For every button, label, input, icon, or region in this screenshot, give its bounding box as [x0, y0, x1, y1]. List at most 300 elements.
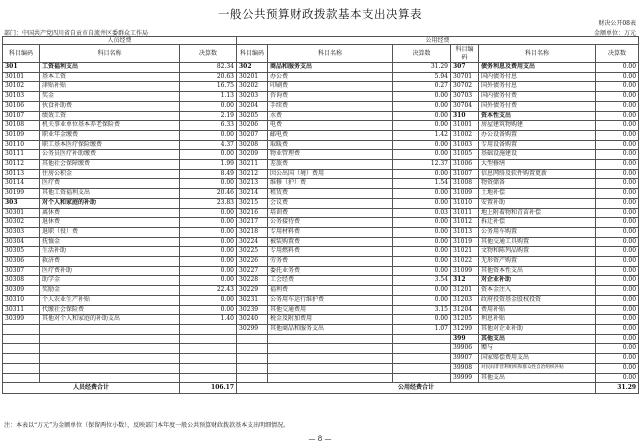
name-cell: 津贴补贴 — [40, 82, 180, 92]
table-row — [3, 189, 639, 199]
code-cell: 30311 — [3, 305, 40, 315]
code-cell: 307 — [451, 63, 479, 73]
name-cell: 工会经费 — [268, 276, 393, 286]
code-cell: 31009 — [451, 189, 479, 199]
unit-label: 金额单位：万元 — [593, 30, 636, 37]
amount-cell: 0.00 — [393, 101, 451, 111]
name-cell: 费用补贴 — [479, 305, 596, 315]
code-cell: 39907 — [451, 354, 479, 364]
code-cell — [3, 344, 40, 354]
amount-cell: 0.00 — [180, 247, 237, 257]
name-cell: 对个人和家庭的补助 — [40, 198, 180, 208]
name-cell: 水费 — [268, 111, 393, 121]
amount-cell — [393, 334, 451, 344]
code-cell — [3, 324, 40, 334]
name-cell: 其他商品和服务支出 — [268, 324, 393, 334]
table-row — [3, 92, 639, 102]
amount-cell: 23.83 — [180, 198, 237, 208]
code-cell: 31001 — [451, 121, 479, 131]
table-row — [3, 315, 639, 325]
code-header: 科目编码 — [237, 45, 268, 63]
totals-row — [3, 383, 639, 394]
amount-cell: 0.00 — [596, 247, 639, 257]
code-cell: 30204 — [237, 101, 268, 111]
name-cell: 地上附着物和青苗补偿 — [479, 208, 596, 218]
name-cell: 商品和服务支出 — [268, 63, 393, 73]
name-cell: 会议费 — [268, 198, 393, 208]
amount-cell: 31.29 — [393, 63, 451, 73]
name-cell: 国内债务付息 — [479, 72, 596, 82]
amount-cell: 0.00 — [393, 111, 451, 121]
code-cell: 30206 — [237, 121, 268, 131]
code-cell: 31006 — [451, 160, 479, 170]
code-cell: 30114 — [3, 179, 40, 189]
name-cell: 医疗费 — [40, 179, 180, 189]
amount-cell: 0.00 — [393, 169, 451, 179]
name-cell: 生活补助 — [40, 247, 180, 257]
code-cell: 30106 — [3, 101, 40, 111]
table-row — [3, 160, 639, 170]
code-cell: 39906 — [451, 344, 479, 354]
code-cell: 31204 — [451, 305, 479, 315]
code-cell: 30305 — [3, 247, 40, 257]
amount-cell: 0.00 — [596, 121, 639, 131]
code-cell: 31002 — [451, 130, 479, 140]
department-label: 部门：中国共产党四川省自贡市自流井区委群众工作局 — [4, 30, 149, 37]
amount-cell: 6.33 — [180, 121, 237, 131]
amount-cell: 0.00 — [596, 295, 639, 305]
code-cell: 30308 — [3, 276, 40, 286]
name-cell: 其他交通费用 — [268, 305, 393, 315]
amount-cell: 0.27 — [393, 82, 451, 92]
amount-cell: 1.13 — [180, 92, 237, 102]
name-cell — [40, 324, 180, 334]
name-cell — [40, 354, 180, 364]
report-title: 一般公共预算财政拨款基本支出决算表 — [218, 7, 422, 21]
amount-cell: 5.94 — [393, 72, 451, 82]
code-cell: 30229 — [237, 286, 268, 296]
code-cell: 301 — [3, 63, 40, 73]
name-cell: 退休费 — [40, 218, 180, 228]
table-row — [3, 198, 639, 208]
name-cell: 机关事业单位基本养老保险费 — [40, 121, 180, 131]
code-cell: 30704 — [451, 101, 479, 111]
code-cell: 30701 — [451, 72, 479, 82]
name-cell: 因公出国（境）费用 — [268, 169, 393, 179]
amount-cell — [393, 373, 451, 383]
name-cell: 培训费 — [268, 208, 393, 218]
code-cell: 31205 — [451, 315, 479, 325]
table-row — [3, 295, 639, 305]
name-cell: 国外债务付费 — [479, 101, 596, 111]
table-row — [3, 247, 639, 257]
name-cell: 债务利息及费用支出 — [479, 63, 596, 73]
amount-cell: 0.00 — [596, 305, 639, 315]
amount-cell: 0.00 — [180, 179, 237, 189]
table-row — [3, 140, 639, 150]
amount-cell: 0.00 — [596, 373, 639, 383]
amount-cell: 0.00 — [393, 189, 451, 199]
amount-cell: 0.03 — [393, 208, 451, 218]
amount-cell: 0.00 — [393, 140, 451, 150]
amount-cell: 0.00 — [596, 130, 639, 140]
code-header: 科目编码 — [451, 45, 479, 63]
name-cell: 其他资本性支出 — [479, 266, 596, 276]
name-cell: 物业管理费 — [268, 150, 393, 160]
name-cell: 资本性支出 — [479, 111, 596, 121]
amount-cell: 0.00 — [180, 218, 237, 228]
code-cell: 31010 — [451, 198, 479, 208]
code-cell: 30239 — [237, 305, 268, 315]
table-row — [3, 344, 639, 354]
code-cell: 31005 — [451, 150, 479, 160]
name-cell: 其他支出 — [479, 334, 596, 344]
code-cell: 30101 — [3, 72, 40, 82]
amount-cell: 0.00 — [596, 198, 639, 208]
amount-cell: 0.00 — [180, 276, 237, 286]
code-cell: 30216 — [237, 208, 268, 218]
amount-cell: 0.00 — [180, 257, 237, 267]
amount-cell: 0.00 — [393, 247, 451, 257]
code-cell: 30231 — [237, 295, 268, 305]
name-cell: 文物和陈列品购置 — [479, 247, 596, 257]
code-cell: 30208 — [237, 140, 268, 150]
code-cell: 31299 — [451, 324, 479, 334]
name-cell: 对企业补助 — [479, 276, 596, 286]
code-cell: 30703 — [451, 92, 479, 102]
amount-cell — [180, 334, 237, 344]
code-cell: 30306 — [3, 257, 40, 267]
code-cell: 30112 — [3, 160, 40, 170]
amount-header: 决算数 — [596, 45, 639, 63]
code-cell: 31013 — [451, 227, 479, 237]
name-cell: 房屋建筑物购建 — [479, 121, 596, 131]
code-cell: 30209 — [237, 150, 268, 160]
amount-cell: 0.00 — [180, 295, 237, 305]
name-cell: 国外债务付息 — [479, 82, 596, 92]
amount-cell: 0.00 — [393, 92, 451, 102]
name-cell — [268, 344, 393, 354]
code-cell: 312 — [451, 276, 479, 286]
name-cell: 物资储备 — [479, 179, 596, 189]
name-cell: 电费 — [268, 121, 393, 131]
amount-cell: 4.37 — [180, 140, 237, 150]
name-cell: 对民间非营利组织和群众性自治组织补贴 — [479, 363, 596, 373]
code-cell: 30110 — [3, 140, 40, 150]
code-cell: 31011 — [451, 208, 479, 218]
amount-cell: 3.54 — [393, 276, 451, 286]
amount-cell: 0.00 — [596, 63, 639, 73]
name-cell — [40, 334, 180, 344]
form-number: 财决公开08表 — [598, 20, 636, 27]
amount-header: 决算数 — [393, 45, 451, 63]
code-cell: 30202 — [237, 82, 268, 92]
amount-cell: 0.00 — [596, 189, 639, 199]
amount-cell: 0.00 — [180, 208, 237, 218]
amount-cell: 0.00 — [393, 266, 451, 276]
amount-cell: 20.46 — [180, 189, 237, 199]
amount-cell: 0.00 — [596, 363, 639, 373]
amount-cell — [180, 363, 237, 373]
code-cell: 30108 — [3, 121, 40, 131]
table-row — [3, 169, 639, 179]
code-cell: 30212 — [237, 169, 268, 179]
public-total-value: 31.29 — [596, 383, 639, 394]
amount-cell: 0.00 — [596, 354, 639, 364]
amount-cell: 0.00 — [596, 101, 639, 111]
code-cell: 30227 — [237, 266, 268, 276]
code-cell: 30205 — [237, 111, 268, 121]
amount-header: 决算数 — [180, 45, 237, 63]
code-cell: 30301 — [3, 208, 40, 218]
amount-cell: 1.40 — [180, 315, 237, 325]
public-group-header: 公用经费 — [237, 37, 639, 45]
name-cell: 绩效工资 — [40, 111, 180, 121]
name-cell: 奖金 — [40, 92, 180, 102]
amount-cell: 1.99 — [180, 160, 237, 170]
code-cell — [237, 334, 268, 344]
table-row — [3, 101, 639, 111]
name-cell: 安置补助 — [479, 198, 596, 208]
amount-cell — [393, 344, 451, 354]
amount-cell: 0.00 — [393, 286, 451, 296]
amount-cell: 0.00 — [596, 140, 639, 150]
amount-cell: 0.00 — [180, 101, 237, 111]
amount-cell: 0.00 — [596, 82, 639, 92]
amount-cell: 0.00 — [596, 257, 639, 267]
amount-cell: 0.00 — [180, 305, 237, 315]
name-cell: 其他对个人和家庭的补助支出 — [40, 315, 180, 325]
name-cell: 职工基本医疗保险缴费 — [40, 140, 180, 150]
name-cell: 政府投资基金股权投资 — [479, 295, 596, 305]
amount-cell: 0.00 — [596, 286, 639, 296]
amount-cell — [180, 373, 237, 383]
table-row — [3, 363, 639, 373]
amount-cell — [393, 363, 451, 373]
name-cell: 无形资产购置 — [479, 257, 596, 267]
amount-cell: 0.00 — [393, 295, 451, 305]
table-row — [3, 373, 639, 383]
code-cell: 30214 — [237, 189, 268, 199]
amount-cell: 0.00 — [596, 72, 639, 82]
code-cell: 30302 — [3, 218, 40, 228]
code-cell: 30107 — [3, 111, 40, 121]
amount-cell: 0.00 — [596, 179, 639, 189]
code-header: 科目编码 — [3, 45, 40, 63]
name-cell: 医疗费补助 — [40, 266, 180, 276]
name-cell: 救济费 — [40, 257, 180, 267]
code-cell: 30111 — [3, 150, 40, 160]
name-cell — [40, 373, 180, 383]
table-row — [3, 266, 639, 276]
public-total-label: 公用经费合计 — [237, 383, 596, 394]
code-cell: 30217 — [237, 218, 268, 228]
amount-cell: 82.34 — [180, 63, 237, 73]
name-cell: 信息网络及软件购置更新 — [479, 169, 596, 179]
amount-cell: 0.00 — [393, 315, 451, 325]
code-cell: 30702 — [451, 82, 479, 92]
amount-cell: 0.00 — [393, 257, 451, 267]
amount-cell: 16.75 — [180, 82, 237, 92]
name-cell: 公务接待费 — [268, 218, 393, 228]
page-number: — 8 — — [308, 435, 332, 443]
code-cell: 31019 — [451, 237, 479, 247]
name-header: 科目名称 — [479, 45, 596, 63]
amount-cell — [180, 354, 237, 364]
amount-cell: 0.00 — [596, 266, 639, 276]
name-cell: 委托业务费 — [268, 266, 393, 276]
code-cell: 31007 — [451, 169, 479, 179]
name-cell: 大型修缮 — [479, 160, 596, 170]
code-cell — [3, 363, 40, 373]
amount-cell: 8.49 — [180, 169, 237, 179]
name-cell — [268, 363, 393, 373]
name-cell: 专用燃料费 — [268, 247, 393, 257]
name-cell — [40, 344, 180, 354]
footnote: 注：本表以“万元”为金额单位（保留两位小数），反映部门本年度一般公共预算财政拨款基本支出明细情况。 — [4, 422, 290, 429]
amount-cell: 0.00 — [393, 121, 451, 131]
code-cell: 31201 — [451, 286, 479, 296]
name-cell: 劳务费 — [268, 257, 393, 267]
name-cell: 退职（役）费 — [40, 227, 180, 237]
table-row — [3, 111, 639, 121]
name-cell: 手续费 — [268, 101, 393, 111]
code-cell: 30211 — [237, 160, 268, 170]
table-row — [3, 130, 639, 140]
table-row — [3, 354, 639, 364]
code-cell: 30207 — [237, 130, 268, 140]
code-cell: 31003 — [451, 140, 479, 150]
code-cell: 30113 — [3, 169, 40, 179]
amount-cell: 0.00 — [393, 198, 451, 208]
name-cell: 公务员医疗补助缴费 — [40, 150, 180, 160]
code-cell: 31022 — [451, 257, 479, 267]
name-cell: 奖励金 — [40, 286, 180, 296]
name-cell: 国家赔偿费用支出 — [479, 354, 596, 364]
name-cell: 住房公积金 — [40, 169, 180, 179]
amount-cell: 0.00 — [596, 150, 639, 160]
amount-cell: 0.00 — [180, 237, 237, 247]
code-cell: 302 — [237, 63, 268, 73]
code-cell: 31012 — [451, 218, 479, 228]
code-cell: 303 — [3, 198, 40, 208]
code-cell — [237, 373, 268, 383]
code-cell: 30102 — [3, 82, 40, 92]
name-cell: 拆迁补偿 — [479, 218, 596, 228]
name-cell: 印刷费 — [268, 82, 393, 92]
table-row — [3, 257, 639, 267]
table-row — [3, 218, 639, 228]
code-cell: 30199 — [3, 189, 40, 199]
personnel-group-header: 人员经费 — [3, 37, 237, 45]
amount-cell: 22.43 — [180, 286, 237, 296]
amount-cell: 0.00 — [596, 218, 639, 228]
name-cell: 国内债务付费 — [479, 92, 596, 102]
amount-cell: 1.54 — [393, 179, 451, 189]
name-cell: 土地补偿 — [479, 189, 596, 199]
code-cell: 30309 — [3, 286, 40, 296]
code-cell: 399 — [451, 334, 479, 344]
name-cell: 公务用车购置 — [479, 227, 596, 237]
name-cell — [268, 373, 393, 383]
amount-cell: 0.00 — [180, 150, 237, 160]
amount-cell: 0.00 — [393, 218, 451, 228]
code-cell: 30228 — [237, 276, 268, 286]
code-cell: 30103 — [3, 92, 40, 102]
name-cell — [268, 334, 393, 344]
code-cell: 30203 — [237, 92, 268, 102]
table-row — [3, 286, 639, 296]
amount-cell: 0.00 — [596, 111, 639, 121]
amount-cell: 0.00 — [596, 160, 639, 170]
name-cell: 专用材料费 — [268, 227, 393, 237]
table-row — [3, 63, 639, 73]
amount-cell: 0.00 — [180, 227, 237, 237]
code-cell: 30109 — [3, 130, 40, 140]
name-cell: 代缴社会保险费 — [40, 305, 180, 315]
code-cell — [237, 344, 268, 354]
name-cell: 个人农业生产补贴 — [40, 295, 180, 305]
code-cell: 310 — [451, 111, 479, 121]
code-cell: 39908 — [451, 363, 479, 373]
code-cell: 30304 — [3, 237, 40, 247]
code-cell: 31203 — [451, 295, 479, 305]
code-cell — [3, 354, 40, 364]
code-cell: 30307 — [3, 266, 40, 276]
name-cell: 差旅费 — [268, 160, 393, 170]
name-cell: 其他工资福利支出 — [40, 189, 180, 199]
amount-cell: 0.00 — [596, 92, 639, 102]
name-cell: 邮电费 — [268, 130, 393, 140]
name-cell: 基础设施建设 — [479, 150, 596, 160]
code-cell: 30218 — [237, 227, 268, 237]
table-row — [3, 150, 639, 160]
code-cell — [3, 373, 40, 383]
code-cell: 30310 — [3, 295, 40, 305]
amount-cell: 1.42 — [393, 130, 451, 140]
name-cell: 取暖费 — [268, 140, 393, 150]
name-cell — [40, 363, 180, 373]
amount-cell: 0.00 — [596, 334, 639, 344]
name-cell: 助学金 — [40, 276, 180, 286]
amount-cell: 2.19 — [180, 111, 237, 121]
name-cell: 赠与 — [479, 344, 596, 354]
amount-cell: 0.00 — [596, 276, 639, 286]
name-cell: 其他对企业补助 — [479, 324, 596, 334]
code-cell: 30240 — [237, 315, 268, 325]
name-cell: 其他社会保障缴费 — [40, 160, 180, 170]
name-cell: 办公设备购置 — [479, 130, 596, 140]
column-header-row — [3, 45, 639, 63]
amount-cell: 0.00 — [596, 344, 639, 354]
name-cell: 职业年金缴费 — [40, 130, 180, 140]
amount-cell: 0.00 — [596, 324, 639, 334]
code-cell: 30215 — [237, 198, 268, 208]
code-cell: 39999 — [451, 373, 479, 383]
name-cell: 其他支出 — [479, 373, 596, 383]
name-cell — [268, 354, 393, 364]
amount-cell: 0.00 — [393, 150, 451, 160]
code-cell: 30224 — [237, 237, 268, 247]
name-cell: 资本金注入 — [479, 286, 596, 296]
code-cell — [3, 334, 40, 344]
amount-cell: 0.00 — [393, 227, 451, 237]
amount-cell: 12.37 — [393, 160, 451, 170]
amount-cell: 0.00 — [596, 169, 639, 179]
table-row — [3, 334, 639, 344]
name-cell: 办公费 — [268, 72, 393, 82]
name-cell: 伙食补助费 — [40, 101, 180, 111]
